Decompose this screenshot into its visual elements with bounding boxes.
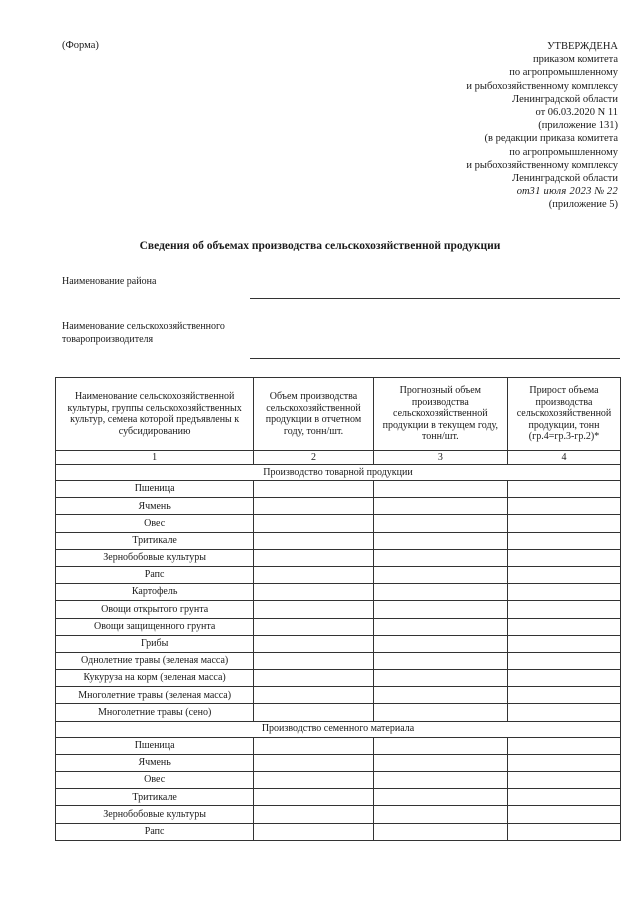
value-cell[interactable] (254, 532, 373, 549)
column-number: 2 (254, 451, 373, 465)
value-cell[interactable] (373, 704, 507, 721)
crop-name-cell: Овощи защищенного грунта (56, 618, 254, 635)
value-cell[interactable] (254, 498, 373, 515)
approval-appendix: (приложение 5) (548, 199, 618, 211)
value-cell[interactable] (373, 515, 507, 532)
crop-name-cell: Овощи открытого грунта (56, 601, 254, 618)
table-row (56, 670, 621, 687)
table-row (56, 515, 621, 532)
value-cell[interactable] (507, 687, 620, 704)
value-cell[interactable] (373, 618, 507, 635)
value-cell[interactable] (373, 635, 507, 652)
crop-name-cell: Кукуруза на корм (зеленая масса) (56, 670, 254, 687)
value-cell[interactable] (254, 652, 373, 669)
table-row (56, 566, 621, 583)
crop-name-cell: Пшеница (56, 481, 254, 498)
crop-name-cell: Грибы (56, 635, 254, 652)
value-cell[interactable] (507, 772, 620, 789)
value-cell[interactable] (373, 549, 507, 566)
crop-name-cell: Многолетние травы (зеленая масса) (56, 687, 254, 704)
sign-number-mark: № (594, 186, 605, 198)
handwritten-date: 31 июля 2023 (529, 186, 592, 198)
value-cell[interactable] (254, 618, 373, 635)
approval-line: от 06.03.2020 N 11 (535, 107, 618, 119)
value-cell[interactable] (507, 652, 620, 669)
table-row (56, 532, 621, 549)
approval-line: (в редакции приказа комитета (484, 133, 618, 145)
value-cell[interactable] (507, 635, 620, 652)
table-row (56, 498, 621, 515)
value-cell[interactable] (254, 515, 373, 532)
approval-line: Ленинградской области (512, 173, 618, 185)
approval-line: приказом комитета (532, 54, 618, 66)
value-cell[interactable] (373, 687, 507, 704)
value-cell[interactable] (254, 481, 373, 498)
column-number: 3 (373, 451, 507, 465)
section-row (56, 721, 621, 737)
value-cell[interactable] (373, 584, 507, 601)
value-cell[interactable] (254, 566, 373, 583)
approval-line: по агропромышленному (509, 146, 618, 158)
value-cell[interactable] (373, 601, 507, 618)
value-cell[interactable] (254, 737, 373, 754)
table-row (56, 601, 621, 618)
table-row (56, 737, 621, 754)
table-row (56, 806, 621, 823)
crop-name-cell: Овес (56, 772, 254, 789)
crop-name-cell: Ячмень (56, 498, 254, 515)
value-cell[interactable] (373, 772, 507, 789)
value-cell[interactable] (507, 481, 620, 498)
value-cell[interactable] (507, 584, 620, 601)
district-underline[interactable] (250, 298, 620, 299)
value-cell[interactable] (373, 566, 507, 583)
approval-line: и рыбохозяйственному комплексу (466, 159, 618, 171)
value-cell[interactable] (373, 481, 507, 498)
table-row (56, 549, 621, 566)
value-cell[interactable] (507, 789, 620, 806)
approval-line: (приложение 131) (538, 120, 618, 132)
value-cell[interactable] (373, 754, 507, 771)
section-row (56, 465, 621, 481)
approval-line: Ленинградской области (512, 93, 618, 105)
header-forecast: Прогнозный объем производства сельскохозяйственной продукции в текущем году, тонн/шт. (373, 378, 507, 451)
value-cell[interactable] (373, 789, 507, 806)
value-cell[interactable] (507, 754, 620, 771)
value-cell[interactable] (254, 806, 373, 823)
crop-name-cell: Зернобобовые культуры (56, 806, 254, 823)
value-cell[interactable] (373, 652, 507, 669)
header-growth: Прирост объема производства сельскохозяйственной продукции, тонн (гр.4=гр.3-гр.2)* (507, 378, 620, 451)
header-report-year: Объем производства сельскохозяйственной продукции в отчетном году, тонн/шт. (254, 378, 373, 451)
value-cell[interactable] (507, 566, 620, 583)
crop-name-cell: Рапс (56, 823, 254, 840)
value-cell[interactable] (507, 515, 620, 532)
value-cell[interactable] (373, 806, 507, 823)
value-cell[interactable] (507, 704, 620, 721)
value-cell[interactable] (373, 670, 507, 687)
sign-prefix: от (516, 186, 530, 198)
crop-name-cell: Рапс (56, 566, 254, 583)
section-title: Производство семенного материала (56, 721, 621, 737)
production-table (55, 377, 621, 841)
value-cell[interactable] (254, 823, 373, 840)
value-cell[interactable] (507, 601, 620, 618)
table-row (56, 687, 621, 704)
handwritten-number: 22 (606, 186, 618, 198)
value-cell[interactable] (254, 687, 373, 704)
crop-name-cell: Овес (56, 515, 254, 532)
value-cell[interactable] (373, 532, 507, 549)
form-label: (Форма) (62, 40, 99, 51)
table-row (56, 635, 621, 652)
approval-line: по агропромышленному (509, 67, 618, 79)
value-cell[interactable] (507, 498, 620, 515)
value-cell[interactable] (254, 584, 373, 601)
crop-name-cell: Тритикале (56, 789, 254, 806)
value-cell[interactable] (507, 806, 620, 823)
crop-name-cell: Многолетние травы (сено) (56, 704, 254, 721)
table-row (56, 652, 621, 669)
crop-name-cell: Тритикале (56, 532, 254, 549)
column-number: 4 (507, 451, 620, 465)
producer-underline[interactable] (250, 358, 620, 359)
value-cell[interactable] (254, 754, 373, 771)
value-cell[interactable] (507, 737, 620, 754)
crop-name-cell: Картофель (56, 584, 254, 601)
value-cell[interactable] (507, 532, 620, 549)
approval-block (358, 40, 618, 212)
value-cell[interactable] (373, 498, 507, 515)
column-number: 1 (56, 451, 254, 465)
value-cell[interactable] (507, 670, 620, 687)
column-number-row (56, 451, 621, 465)
table-row (56, 481, 621, 498)
crop-name-cell: Однолетние травы (зеленая масса) (56, 652, 254, 669)
approval-line: и рыбохозяйственному комплексу (466, 80, 618, 92)
approval-line: УТВЕРЖДЕНА (547, 41, 618, 52)
value-cell[interactable] (507, 549, 620, 566)
value-cell[interactable] (373, 737, 507, 754)
value-cell[interactable] (254, 635, 373, 652)
value-cell[interactable] (254, 772, 373, 789)
value-cell[interactable] (507, 618, 620, 635)
table-row (56, 772, 621, 789)
table-row (56, 754, 621, 771)
table-header-row (56, 378, 621, 451)
approval-signature-line (358, 185, 618, 198)
crop-name-cell: Ячмень (56, 754, 254, 771)
value-cell[interactable] (254, 549, 373, 566)
value-cell[interactable] (254, 670, 373, 687)
section-title: Производство товарной продукции (56, 465, 621, 481)
value-cell[interactable] (254, 704, 373, 721)
producer-label: Наименование сельскохозяйственного товаропроизводителя (62, 321, 225, 345)
table-row (56, 789, 621, 806)
crop-name-cell: Зернобобовые культуры (56, 549, 254, 566)
header-crop-name: Наименование сельскохозяйственной культуры, группы сельскохозяйственных культур, семена которой предъявлены к субсидированию (56, 378, 254, 451)
table-row (56, 823, 621, 840)
table-row (56, 704, 621, 721)
value-cell[interactable] (254, 789, 373, 806)
document-title: Сведения об объемах производства сельскохозяйственной продукции (139, 240, 501, 252)
district-label: Наименование района (62, 276, 157, 287)
table-row (56, 618, 621, 635)
value-cell[interactable] (254, 601, 373, 618)
table-row (56, 584, 621, 601)
value-cell[interactable] (507, 823, 620, 840)
crop-name-cell: Пшеница (56, 737, 254, 754)
value-cell[interactable] (373, 823, 507, 840)
